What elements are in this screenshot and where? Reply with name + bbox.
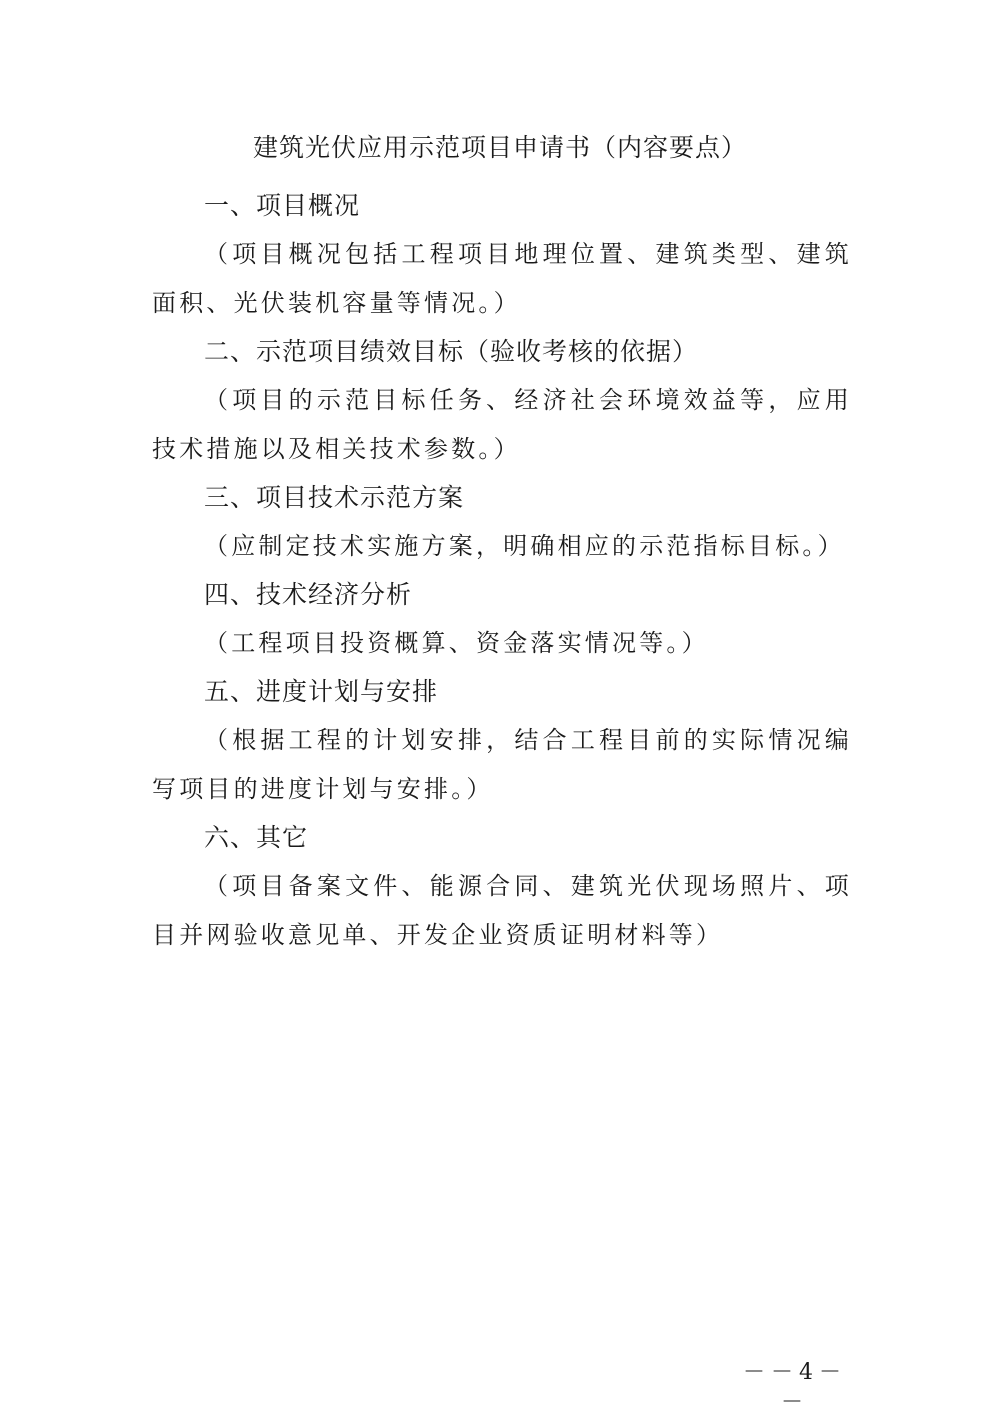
section-schedule bbox=[152, 668, 852, 814]
section-heading: 四、技术经济分析 bbox=[204, 580, 413, 609]
section-performance-goals bbox=[152, 328, 852, 474]
section-body: （应制定技术实施方案，明确相应的示范指标目标。） bbox=[204, 532, 845, 560]
section-body: （根据工程的计划安排，结合工程目前的实际情况编写项目的进度计划与安排。） bbox=[152, 726, 852, 803]
section-project-overview bbox=[152, 182, 852, 328]
document-content bbox=[152, 182, 852, 960]
document-title: 建筑光伏应用示范项目申请书（内容要点） bbox=[252, 133, 747, 162]
section-body: （工程项目投资概算、资金落实情况等。） bbox=[204, 629, 709, 657]
section-body: （项目的示范目标任务、经济社会环境效益等，应用技术措施以及相关技术参数。） bbox=[152, 386, 852, 463]
section-body: （项目概况包括工程项目地理位置、建筑类型、建筑面积、光伏装机容量等情况。） bbox=[152, 240, 852, 317]
section-body: （项目备案文件、能源合同、建筑光伏现场照片、项目并网验收意见单、开发企业资质证明材料等） bbox=[152, 872, 852, 949]
section-heading: 二、示范项目绩效目标（验收考核的依据） bbox=[204, 337, 699, 366]
section-economic-analysis bbox=[152, 571, 852, 668]
section-heading: 三、项目技术示范方案 bbox=[204, 483, 465, 512]
section-heading: 六、其它 bbox=[204, 823, 309, 852]
section-heading: 一、项目概况 bbox=[204, 191, 361, 220]
section-other bbox=[152, 814, 852, 960]
section-heading: 五、进度计划与安排 bbox=[204, 677, 439, 706]
page-number: －－4－－ bbox=[743, 1360, 847, 1415]
section-technical-plan bbox=[152, 474, 852, 571]
